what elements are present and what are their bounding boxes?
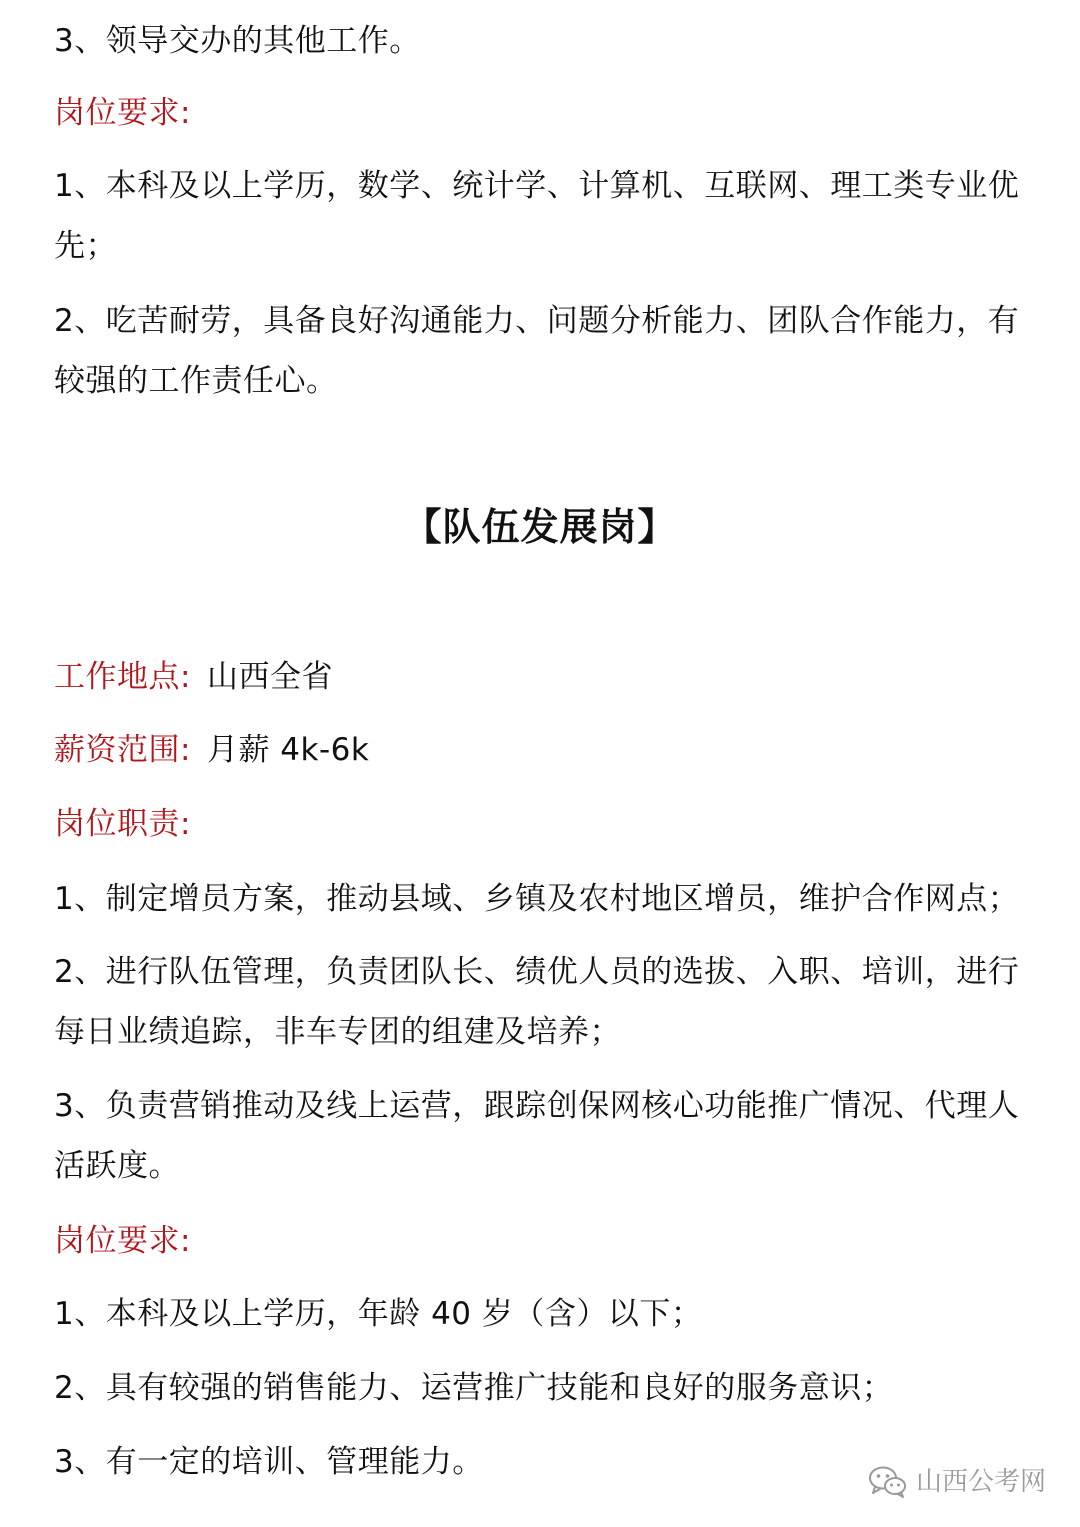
salary-row [54,721,1034,779]
section-title: 【队伍发展岗】 [403,505,677,549]
duty-2-line1: 2、进行队伍管理，负责团队长、绩优人员的选拔、入职、培训，进行 [54,954,1020,990]
prev-requirement-1-line1: 1、本科及以上学历，数学、统计学、计算机、互联网、理工类专业优 [54,168,1020,204]
prev-requirement-1-line2: 先； [54,228,117,264]
prev-requirement-2-line1: 2、吃苦耐劳，具备良好沟通能力、问题分析能力、团队合作能力，有 [54,303,1020,339]
duty-3-line1: 3、负责营销推动及线上运营，跟踪创保网核心功能推广情况、代理人 [54,1088,1020,1124]
requirement-3: 3、有一定的培训、管理能力。 [54,1444,484,1480]
prev-requirement-2-line2: 较强的工作责任心。 [54,363,338,399]
location-value: 山西全省 [206,659,333,695]
duty-1: 1、制定增员方案，推动县域、乡镇及农村地区增员，维护合作网点； [54,881,1020,917]
watermark [868,1465,1046,1499]
requirements-heading: 岗位要求: [54,1223,191,1259]
requirement-2: 2、具有较强的销售能力、运营推广技能和良好的服务意识； [54,1370,894,1406]
salary-label: 薪资范围: [54,732,191,768]
prev-requirements-heading: 岗位要求: [54,95,191,131]
location-row [54,648,1034,706]
duty-3-line2: 活跃度。 [54,1148,180,1184]
salary-value: 月薪 4k-6k [206,732,370,768]
location-label: 工作地点: [54,659,191,695]
duty-2-line2: 每日业绩追踪，非车专团的组建及培养； [54,1014,621,1050]
watermark-text: 山西公考网 [915,1467,1046,1497]
wechat-icon [868,1465,908,1499]
requirement-1: 1、本科及以上学历，年龄 40 岁（含）以下； [54,1296,703,1332]
prev-duty-3: 3、领导交办的其他工作。 [54,23,421,59]
duties-heading: 岗位职责: [54,806,191,842]
